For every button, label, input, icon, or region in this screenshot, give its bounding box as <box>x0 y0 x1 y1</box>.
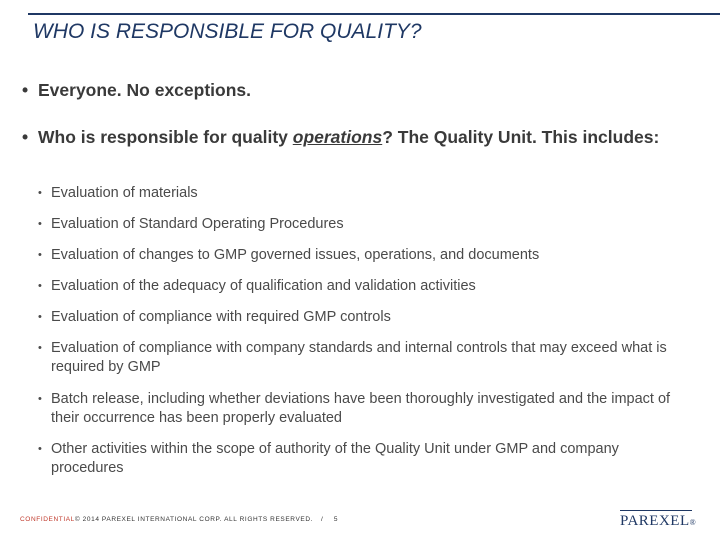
footer-copyright: © 2014 PAREXEL INTERNATIONAL CORP. ALL RIGHTS RESERVED. <box>74 516 314 523</box>
bullet-text: Everyone. No exceptions. <box>38 80 251 100</box>
sub-bullet <box>38 246 688 265</box>
sub-bullet-text: Evaluation of compliance with required GMP controls <box>51 309 391 325</box>
sub-bullet <box>38 390 688 428</box>
bullet-text-after: ? The Quality Unit. This includes: <box>382 127 660 147</box>
sub-bullet-text: Other activities within the scope of authority of the Quality Unit under GMP and company procedures <box>51 441 619 476</box>
bullet-text <box>22 127 682 148</box>
sub-bullet-marker: • <box>38 311 42 323</box>
bullet-quality-unit <box>22 127 682 148</box>
sub-bullet-text: Evaluation of Standard Operating Procedures <box>51 216 344 232</box>
sub-bullet-text: Evaluation of the adequacy of qualification and validation activities <box>51 278 476 294</box>
sub-bullet-marker: • <box>38 218 42 230</box>
slide-title: WHO IS RESPONSIBLE FOR QUALITY? <box>33 20 422 43</box>
sub-bullet-text: Evaluation of changes to GMP governed issues, operations, and documents <box>51 247 540 263</box>
bullet-text-before: Who is responsible for quality <box>38 127 293 147</box>
registered-mark: ® <box>689 518 697 527</box>
bullet-marker: • <box>22 127 29 147</box>
bullet-marker: • <box>22 80 29 100</box>
sub-bullet-text: Evaluation of compliance with company standards and internal controls that may exceed what is required by GMP <box>51 340 667 375</box>
footer-separator: / <box>321 516 324 523</box>
sub-bullet-text: Evaluation of materials <box>51 185 198 201</box>
sub-bullet-text: Batch release, including whether deviations have been thoroughly investigated and the impact of their occurrence has been properly evaluated <box>51 391 671 426</box>
parexel-logo <box>620 510 698 532</box>
logo-text <box>620 513 696 530</box>
bullet-text-emphasis: operations <box>292 127 383 147</box>
sub-bullet-marker: • <box>38 393 42 405</box>
sub-bullet <box>38 440 688 478</box>
sub-bullet <box>38 215 688 234</box>
bullet-everyone <box>22 80 682 101</box>
logo-rule <box>620 510 692 511</box>
page-number: 5 <box>333 516 339 523</box>
sub-bullet-marker: • <box>38 249 42 261</box>
footer-confidential: CONFIDENTIAL <box>20 516 75 523</box>
sub-bullet-marker: • <box>38 443 42 455</box>
footer <box>20 516 338 523</box>
sub-bullet-marker: • <box>38 280 42 292</box>
title-rule <box>28 13 720 15</box>
sub-bullet-marker: • <box>38 342 42 354</box>
sub-bullet <box>38 308 688 327</box>
sub-bullet <box>38 277 688 296</box>
logo-wordmark: PAREXEL <box>620 513 690 529</box>
sub-bullet <box>38 339 688 377</box>
sub-bullet-marker: • <box>38 187 42 199</box>
sub-bullet <box>38 184 688 203</box>
